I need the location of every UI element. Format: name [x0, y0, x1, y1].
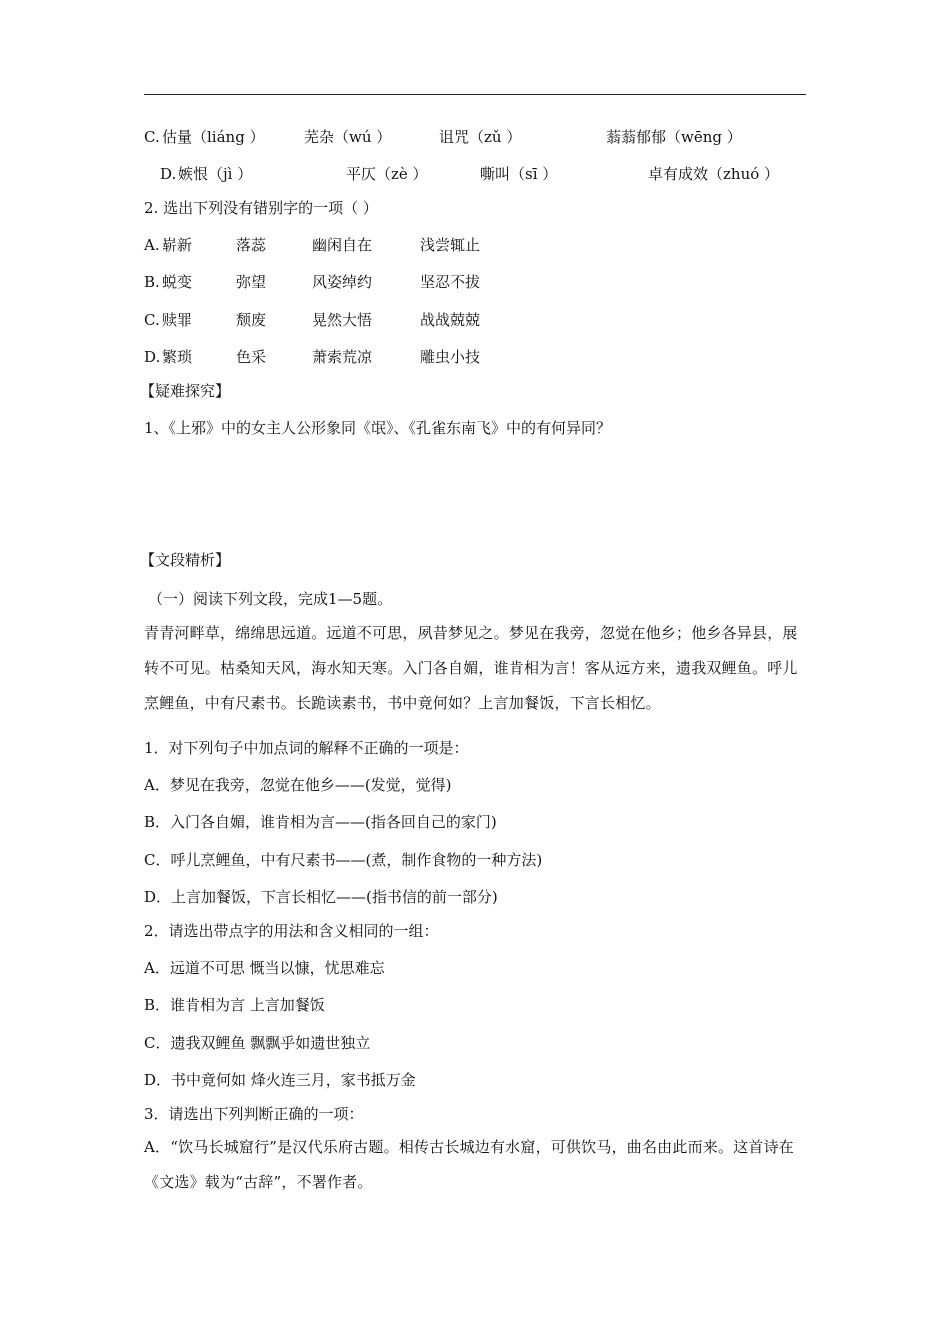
option-label: D. [160, 165, 177, 183]
section-heading-difficult: 【疑难探究】 [140, 382, 231, 400]
word: 平仄（zè ） [346, 165, 428, 183]
word: 弥望 [236, 273, 267, 291]
word: 色采 [236, 348, 267, 366]
word: 坚忍不拔 [420, 273, 481, 291]
q2-option-c [144, 310, 564, 330]
q1-option-c: C．呼儿烹鲤鱼，中有尺素书——(煮，制作食物的一种方法) [144, 851, 543, 869]
option-label: A. [144, 236, 160, 254]
word: 萧索荒凉 [312, 348, 373, 366]
word: 蓊蓊郁郁（wēng ） [606, 128, 742, 146]
q1-option-d: D．上言加餐饭，下言长相忆——(指书信的前一部分) [144, 888, 498, 906]
word: 雕虫小技 [420, 348, 481, 366]
word: 战战兢兢 [420, 311, 481, 329]
poem-passage: 青青河畔草，绵绵思远道。远道不可思，夙昔梦见之。梦见在我旁，忽觉在他乡；他乡各异县，展转不可见。枯桑知天风，海水知天寒。入门各自媚，谁肯相为言！客从远方来，遗我双鲤鱼。呼儿烹鲤鱼，中有尺素书。长跪读素书，书中竟何如？上言加餐饭，下言长相忆。 [144, 624, 798, 712]
word: 嘶叫（sī ） [480, 165, 558, 183]
section-heading-passage: 【文段精析】 [140, 551, 231, 569]
q3-option-a: A．“饮马长城窟行”是汉代乐府古题。相传古长城边有水窟，可供饮马，曲名由此而来。这首诗在《文选》载为“古辞”，不署作者。 [144, 1138, 794, 1191]
question-3-prompt: 3．请选出下列判断正确的一项： [144, 1105, 364, 1123]
q2-option-a [144, 235, 564, 255]
word: 诅咒（zǔ ） [439, 128, 522, 146]
passage-intro: （一）阅读下列文段，完成1—5题。 [148, 590, 393, 608]
word: 繁琐 [162, 348, 193, 366]
word: 风姿绰约 [312, 273, 373, 291]
question-1-prompt: 1．对下列句子中加点词的解释不正确的一项是： [144, 739, 469, 757]
word: 浅尝辄止 [420, 236, 481, 254]
q2-option-b [144, 272, 564, 292]
q2-option-d [144, 347, 564, 367]
word: 芜杂（wú ） [304, 128, 392, 146]
pinyin-option-d [160, 164, 800, 184]
word: 颓废 [236, 311, 267, 329]
option-label: B. [144, 273, 160, 291]
option-label: C. [144, 311, 160, 329]
word: 晃然大悟 [312, 311, 373, 329]
q2b-option-c: C．遗我双鲤鱼 飘飘乎如遗世独立 [144, 1034, 371, 1052]
pinyin-option-c [144, 127, 804, 147]
difficult-question-1: 1、《上邪》中的女主人公形象同《氓》、《孔雀东南飞》中的有何异同？ [144, 419, 612, 437]
option-label: C. [144, 128, 160, 146]
header-rule [144, 94, 806, 95]
q2b-option-a: A．远道不可思 慨当以慷，忧思难忘 [144, 959, 385, 977]
option-label: D. [144, 348, 161, 366]
word: 赎罪 [162, 311, 193, 329]
word: 卓有成效（zhuó ） [648, 165, 780, 183]
q2b-option-b: B．谁肯相为言 上言加餐饭 [144, 996, 325, 1014]
word: 嫉恨（jì ） [178, 165, 253, 183]
q1-option-b: B．入门各自媚，谁肯相为言——(指各回自己的家门) [144, 813, 497, 831]
question-2-prompt: 2. 选出下列没有错别字的一项（ ） [144, 199, 378, 217]
word: 落蕊 [236, 236, 267, 254]
question-2b-prompt: 2．请选出带点字的用法和含义相同的一组： [144, 922, 439, 940]
word: 幽闲自在 [312, 236, 373, 254]
q2b-option-d: D．书中竟何如 烽火连三月，家书抵万金 [144, 1071, 416, 1089]
word: 崭新 [162, 236, 193, 254]
q1-option-a: A．梦见在我旁，忽觉在他乡——(发觉，觉得) [144, 776, 452, 794]
word: 蜕变 [162, 273, 193, 291]
word: 估量（liáng ） [162, 128, 265, 146]
